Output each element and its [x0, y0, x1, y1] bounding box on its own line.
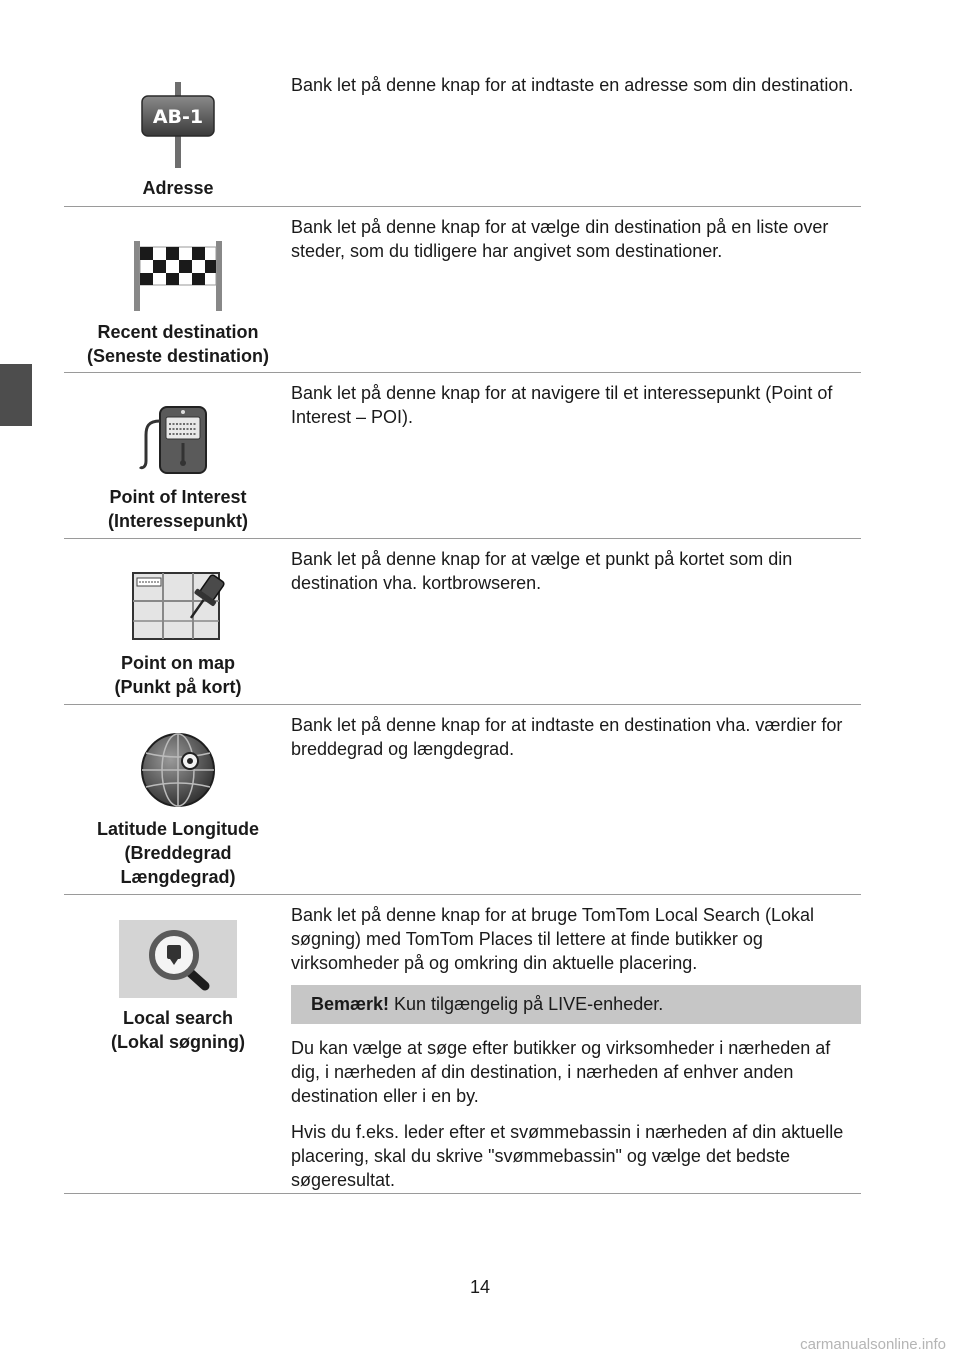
note-box	[291, 985, 861, 1024]
table-row	[64, 539, 861, 705]
row-description	[291, 547, 861, 595]
map-pushpin-icon	[123, 565, 233, 643]
checkered-flag-icon	[128, 241, 228, 311]
row-label: Point on map (Punkt på kort)	[114, 653, 242, 697]
icon-cell	[64, 731, 292, 889]
description-text: Bank let på denne knap for at vælge et punkt på kortet som din destination vha. kortbrowseren.	[291, 549, 793, 593]
globe-icon	[138, 731, 218, 809]
icon-cell	[64, 920, 292, 1054]
row-label: Recent destination (Seneste destination)	[86, 322, 270, 366]
row-description	[291, 73, 861, 97]
table-row	[64, 207, 861, 373]
description-text: Bank let på denne knap for at indtaste en adresse som din destination.	[291, 75, 854, 95]
svg-text:AB-1: AB-1	[152, 106, 204, 128]
icon-cell	[64, 403, 292, 533]
row-label: Adresse	[142, 178, 214, 198]
table-row	[64, 705, 861, 895]
watermark: carmanualsonline.info	[800, 1336, 946, 1353]
table-row	[64, 62, 861, 207]
table-row	[64, 373, 861, 539]
description-text: Bank let på denne knap for at indtaste en destination vha. værdier for breddegrad og længdegrad.	[291, 715, 843, 759]
fuel-pump-icon	[128, 403, 228, 477]
description-text: Bank let på denne knap for at vælge din destination på en liste over steder, som du tidligere har angivet som destinationer.	[291, 217, 829, 261]
description-text: Bank let på denne knap for at navigere til et interessepunkt (Point of Interest – POI).	[291, 383, 833, 427]
description-text: Hvis du f.eks. leder efter et svømmebassin i nærheden af din aktuelle placering, skal du skrive "svømmebassin" og vælge det bedste søgeresultat.	[291, 1122, 844, 1190]
row-description	[291, 713, 861, 761]
address-sign-icon	[128, 82, 228, 168]
row-description	[291, 381, 861, 429]
icon-cell	[64, 241, 292, 368]
note-text: Kun tilgængelig på LIVE-enheder.	[389, 994, 664, 1014]
page-number: 14	[469, 1277, 491, 1297]
row-label: Latitude Longitude (Breddegrad Længdegrad)	[97, 819, 259, 887]
row-label: Point of Interest (Interessepunkt)	[107, 487, 249, 531]
description-text: Bank let på denne knap for at bruge TomTom Local Search (Lokal søgning) med TomTom Places til lettere at finde butikker og virksomheder på og omkring din aktuelle placering.	[291, 905, 814, 973]
row-description	[291, 215, 861, 263]
icon-cell	[64, 565, 292, 699]
chapter-tab	[0, 364, 32, 426]
description-text: Du kan vælge at søge efter butikker og virksomheder i nærheden af dig, i nærheden af din destination, i nærheden af enhver anden destination eller i en by.	[291, 1038, 831, 1106]
row-label: Local search (Lokal søgning)	[111, 1008, 245, 1052]
table-row	[64, 895, 861, 1194]
icon-cell	[64, 82, 292, 200]
note-label: Bemærk!	[311, 994, 390, 1014]
magnifier-icon	[119, 920, 237, 998]
row-description	[291, 903, 861, 1192]
